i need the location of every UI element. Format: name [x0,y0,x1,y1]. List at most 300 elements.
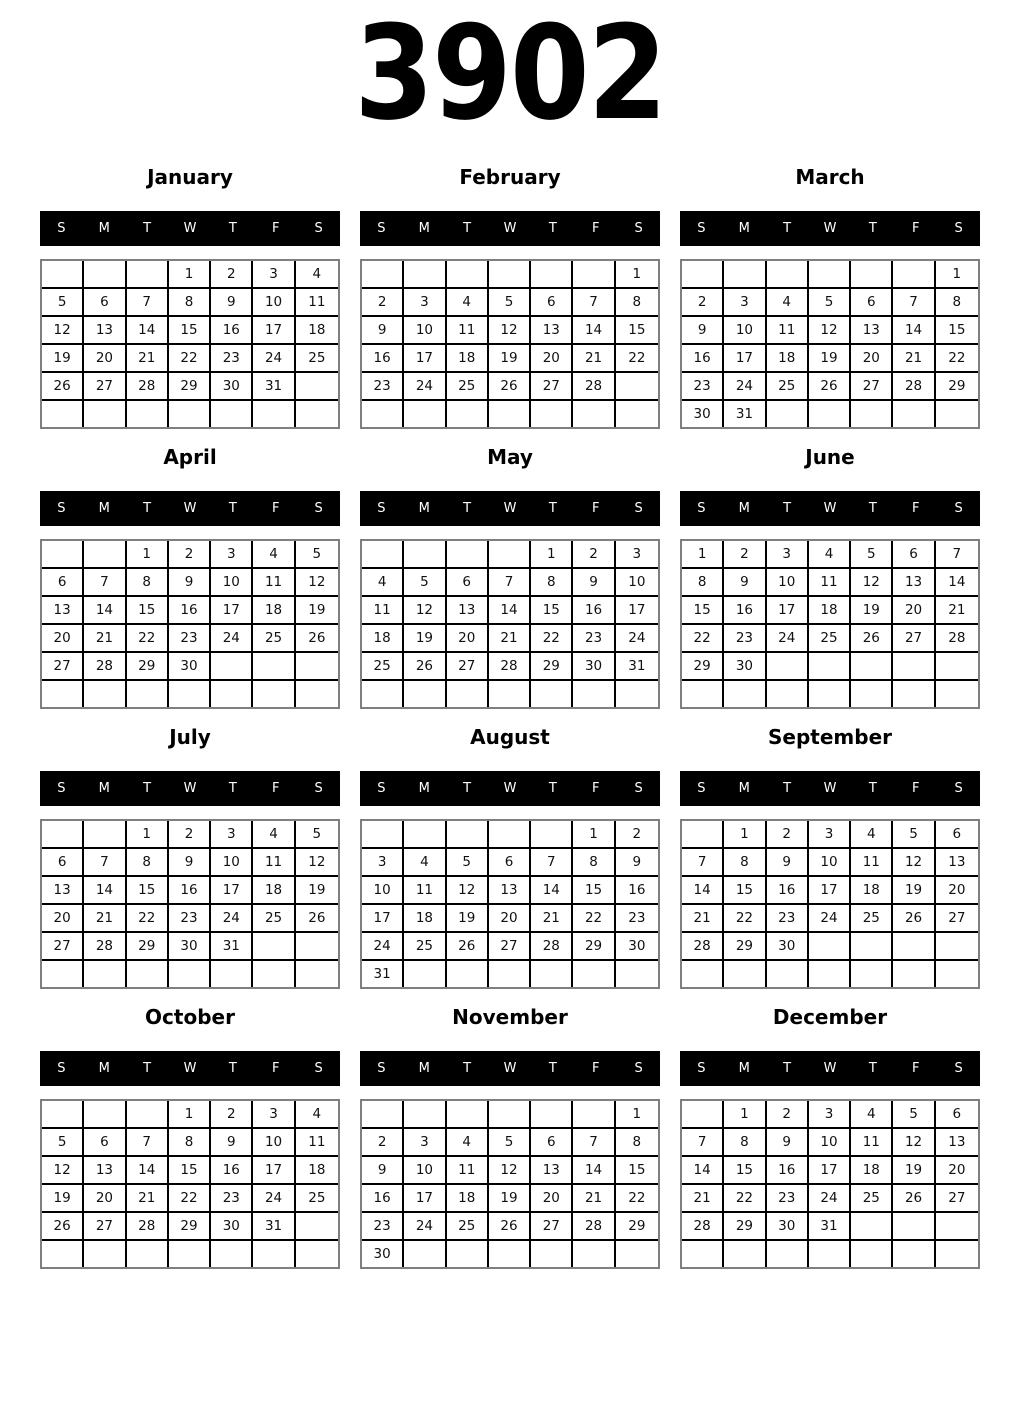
empty-day-cell [211,653,253,681]
empty-day-cell [296,373,338,401]
day-cell: 16 [362,1185,404,1213]
day-cell: 4 [851,1101,893,1129]
day-cell: 21 [127,1185,169,1213]
empty-day-cell [253,681,295,707]
empty-day-cell [616,681,658,707]
day-cell: 2 [169,821,211,849]
day-cell: 22 [169,345,211,373]
weekday-label: S [377,1061,386,1076]
day-cell: 11 [296,1129,338,1157]
day-cell: 5 [447,849,489,877]
empty-day-cell [42,1101,84,1129]
day-cell: 9 [724,569,766,597]
weekday-label: S [954,781,963,796]
day-cell: 19 [489,1185,531,1213]
day-cell: 16 [211,1157,253,1185]
day-cell: 24 [211,905,253,933]
day-cell: 6 [84,1129,126,1157]
day-cell: 16 [616,877,658,905]
empty-day-cell [447,261,489,289]
day-cell: 24 [809,1185,851,1213]
day-cell: 9 [362,317,404,345]
day-cell: 6 [489,849,531,877]
weekday-label: W [823,501,837,516]
empty-day-cell [531,261,573,289]
empty-day-cell [447,961,489,987]
empty-day-cell [936,961,978,987]
day-cell: 31 [253,1213,295,1241]
weekday-label: S [954,501,963,516]
day-cell: 24 [362,933,404,961]
empty-day-cell [767,653,809,681]
month-grid [680,539,980,709]
day-cell: 3 [404,1129,446,1157]
empty-day-cell [809,261,851,289]
day-cell: 26 [489,373,531,401]
day-cell: 30 [767,933,809,961]
empty-day-cell [404,401,446,427]
day-cell: 2 [724,541,766,569]
empty-day-cell [169,1241,211,1267]
day-cell: 27 [84,1213,126,1241]
empty-day-cell [531,1241,573,1267]
empty-day-cell [893,1213,935,1241]
day-cell: 21 [84,625,126,653]
weekday-label: F [911,1061,920,1076]
empty-day-cell [851,653,893,681]
day-cell: 16 [682,345,724,373]
day-cell: 15 [169,1157,211,1185]
day-cell: 4 [253,541,295,569]
empty-day-cell [296,1213,338,1241]
weekday-label: F [271,501,280,516]
day-cell: 19 [42,1185,84,1213]
weekday-label: M [418,501,430,516]
weekday-label: S [634,501,643,516]
empty-day-cell [893,401,935,427]
day-cell: 12 [809,317,851,345]
weekday-header [40,771,340,806]
empty-day-cell [573,961,615,987]
empty-day-cell [893,961,935,987]
day-cell: 12 [447,877,489,905]
day-cell: 27 [531,1213,573,1241]
day-cell: 31 [616,653,658,681]
day-cell: 16 [362,345,404,373]
day-cell: 11 [447,317,489,345]
day-cell: 27 [936,1185,978,1213]
day-cell: 15 [616,317,658,345]
day-cell: 27 [42,933,84,961]
day-cell: 28 [127,1213,169,1241]
empty-day-cell [84,401,126,427]
empty-day-cell [573,681,615,707]
day-cell: 29 [127,653,169,681]
day-cell: 24 [404,373,446,401]
day-cell: 7 [84,849,126,877]
empty-day-cell [253,961,295,987]
empty-day-cell [489,681,531,707]
empty-day-cell [404,1101,446,1129]
weekday-label: T [548,221,557,236]
weekday-label: T [463,221,472,236]
month-title: August [470,725,550,749]
weekday-label: T [228,221,237,236]
empty-day-cell [936,681,978,707]
weekday-label: W [823,1061,837,1076]
empty-day-cell [42,401,84,427]
month-grid [40,1099,340,1269]
day-cell: 31 [253,373,295,401]
day-cell: 5 [42,1129,84,1157]
empty-day-cell [447,681,489,707]
day-cell: 5 [893,1101,935,1129]
day-cell: 2 [362,289,404,317]
weekday-label: T [228,501,237,516]
day-cell: 25 [447,373,489,401]
day-cell: 15 [616,1157,658,1185]
day-cell: 29 [724,933,766,961]
day-cell: 20 [531,345,573,373]
day-cell: 23 [767,1185,809,1213]
weekday-label: M [98,1061,110,1076]
day-cell: 3 [404,289,446,317]
day-cell: 9 [616,849,658,877]
weekday-header [680,1051,980,1086]
day-cell: 19 [489,345,531,373]
empty-day-cell [42,681,84,707]
day-cell: 22 [682,625,724,653]
day-cell: 22 [936,345,978,373]
weekday-label: T [228,781,237,796]
day-cell: 31 [211,933,253,961]
weekday-label: S [314,781,323,796]
day-cell: 29 [616,1213,658,1241]
weekday-label: F [911,221,920,236]
day-cell: 13 [893,569,935,597]
weekday-label: S [634,1061,643,1076]
weekday-label: T [783,501,792,516]
day-cell: 11 [296,289,338,317]
day-cell: 9 [362,1157,404,1185]
day-cell: 17 [809,1157,851,1185]
day-cell: 1 [616,1101,658,1129]
day-cell: 13 [936,1129,978,1157]
day-cell: 12 [296,849,338,877]
empty-day-cell [936,401,978,427]
day-cell: 23 [362,373,404,401]
day-cell: 30 [724,653,766,681]
empty-day-cell [404,681,446,707]
weekday-label: S [57,501,66,516]
empty-day-cell [936,1241,978,1267]
month-grid [680,1099,980,1269]
day-cell: 30 [169,653,211,681]
day-cell: 27 [489,933,531,961]
day-cell: 26 [296,905,338,933]
day-cell: 21 [893,345,935,373]
month-grid [40,539,340,709]
day-cell: 26 [489,1213,531,1241]
weekday-label: T [143,1061,152,1076]
day-cell: 30 [767,1213,809,1241]
day-cell: 20 [936,877,978,905]
day-cell: 6 [531,1129,573,1157]
empty-day-cell [404,1241,446,1267]
weekday-label: M [418,781,430,796]
day-cell: 22 [616,1185,658,1213]
day-cell: 25 [404,933,446,961]
weekday-label: S [954,221,963,236]
month-block [680,164,980,429]
weekday-label: T [868,781,877,796]
day-cell: 7 [573,1129,615,1157]
day-cell: 18 [253,877,295,905]
empty-day-cell [767,961,809,987]
empty-day-cell [362,821,404,849]
empty-day-cell [211,401,253,427]
weekday-label: T [548,501,557,516]
day-cell: 19 [893,877,935,905]
month-title: July [169,725,211,749]
weekday-label: S [314,1061,323,1076]
weekday-label: M [418,221,430,236]
weekday-label: S [634,221,643,236]
day-cell: 25 [767,373,809,401]
day-cell: 26 [404,653,446,681]
weekday-label: F [591,1061,600,1076]
weekday-label: M [738,1061,750,1076]
empty-day-cell [851,681,893,707]
day-cell: 23 [682,373,724,401]
empty-day-cell [362,401,404,427]
day-cell: 3 [211,821,253,849]
day-cell: 26 [893,1185,935,1213]
day-cell: 20 [531,1185,573,1213]
day-cell: 9 [573,569,615,597]
weekday-label: F [591,221,600,236]
month-title: October [145,1005,235,1029]
day-cell: 2 [211,261,253,289]
empty-day-cell [211,961,253,987]
day-cell: 20 [42,625,84,653]
day-cell: 19 [404,625,446,653]
empty-day-cell [767,401,809,427]
day-cell: 11 [362,597,404,625]
day-cell: 1 [682,541,724,569]
day-cell: 11 [253,849,295,877]
month-grid [680,819,980,989]
empty-day-cell [404,541,446,569]
day-cell: 9 [169,849,211,877]
empty-day-cell [362,681,404,707]
empty-day-cell [127,1241,169,1267]
month-grid [680,259,980,429]
day-cell: 6 [936,821,978,849]
day-cell: 16 [767,877,809,905]
weekday-label: M [738,781,750,796]
day-cell: 21 [127,345,169,373]
day-cell: 17 [724,345,766,373]
weekday-label: T [783,781,792,796]
day-cell: 13 [489,877,531,905]
day-cell: 30 [573,653,615,681]
day-cell: 10 [253,289,295,317]
day-cell: 13 [531,1157,573,1185]
day-cell: 8 [724,1129,766,1157]
day-cell: 8 [531,569,573,597]
day-cell: 3 [253,1101,295,1129]
day-cell: 29 [169,1213,211,1241]
weekday-label: S [57,1061,66,1076]
empty-day-cell [296,933,338,961]
day-cell: 4 [809,541,851,569]
day-cell: 23 [767,905,809,933]
day-cell: 14 [893,317,935,345]
day-cell: 10 [809,849,851,877]
weekday-label: T [463,501,472,516]
empty-day-cell [447,1241,489,1267]
empty-day-cell [296,401,338,427]
weekday-label: T [228,1061,237,1076]
year-title: 3902 [354,0,666,149]
day-cell: 5 [404,569,446,597]
empty-day-cell [531,1101,573,1129]
day-cell: 1 [531,541,573,569]
day-cell: 11 [851,849,893,877]
month-block [680,444,980,709]
day-cell: 24 [767,625,809,653]
day-cell: 26 [296,625,338,653]
empty-day-cell [84,1241,126,1267]
empty-day-cell [489,261,531,289]
weekday-label: S [377,781,386,796]
empty-day-cell [531,961,573,987]
day-cell: 16 [767,1157,809,1185]
day-cell: 5 [489,289,531,317]
day-cell: 8 [127,849,169,877]
empty-day-cell [682,1101,724,1129]
day-cell: 26 [893,905,935,933]
day-cell: 10 [616,569,658,597]
day-cell: 11 [809,569,851,597]
day-cell: 16 [169,597,211,625]
empty-day-cell [42,541,84,569]
empty-day-cell [127,681,169,707]
day-cell: 8 [616,289,658,317]
month-block [680,1004,980,1269]
day-cell: 1 [573,821,615,849]
empty-day-cell [893,933,935,961]
day-cell: 14 [682,1157,724,1185]
day-cell: 19 [42,345,84,373]
empty-day-cell [936,1213,978,1241]
empty-day-cell [809,653,851,681]
month-block [360,1004,660,1269]
weekday-label: S [377,221,386,236]
day-cell: 28 [489,653,531,681]
day-cell: 23 [616,905,658,933]
day-cell: 18 [253,597,295,625]
day-cell: 14 [682,877,724,905]
day-cell: 26 [447,933,489,961]
day-cell: 13 [531,317,573,345]
day-cell: 19 [447,905,489,933]
day-cell: 13 [84,1157,126,1185]
month-title: November [452,1005,568,1029]
day-cell: 28 [573,373,615,401]
weekday-label: M [418,1061,430,1076]
day-cell: 13 [42,597,84,625]
day-cell: 23 [169,625,211,653]
empty-day-cell [616,373,658,401]
empty-day-cell [682,961,724,987]
empty-day-cell [211,681,253,707]
day-cell: 8 [682,569,724,597]
day-cell: 30 [362,1241,404,1267]
empty-day-cell [809,961,851,987]
weekday-label: F [591,781,600,796]
empty-day-cell [362,1101,404,1129]
day-cell: 24 [809,905,851,933]
day-cell: 22 [616,345,658,373]
day-cell: 15 [682,597,724,625]
day-cell: 24 [253,345,295,373]
day-cell: 27 [531,373,573,401]
day-cell: 21 [573,1185,615,1213]
day-cell: 15 [531,597,573,625]
day-cell: 20 [489,905,531,933]
day-cell: 20 [447,625,489,653]
day-cell: 17 [211,877,253,905]
empty-day-cell [169,961,211,987]
day-cell: 18 [296,317,338,345]
empty-day-cell [573,1241,615,1267]
day-cell: 22 [169,1185,211,1213]
weekday-header [680,491,980,526]
empty-day-cell [253,933,295,961]
day-cell: 8 [169,1129,211,1157]
empty-day-cell [682,261,724,289]
day-cell: 20 [851,345,893,373]
day-cell: 12 [893,1129,935,1157]
empty-day-cell [362,261,404,289]
day-cell: 2 [169,541,211,569]
weekday-label: S [954,1061,963,1076]
empty-day-cell [169,401,211,427]
day-cell: 28 [682,1213,724,1241]
day-cell: 10 [211,569,253,597]
day-cell: 19 [893,1157,935,1185]
weekday-label: T [548,1061,557,1076]
day-cell: 2 [616,821,658,849]
day-cell: 14 [936,569,978,597]
day-cell: 2 [682,289,724,317]
day-cell: 3 [362,849,404,877]
day-cell: 15 [169,317,211,345]
weekday-header [680,211,980,246]
day-cell: 1 [127,541,169,569]
empty-day-cell [169,681,211,707]
day-cell: 17 [809,877,851,905]
empty-day-cell [531,681,573,707]
empty-day-cell [447,401,489,427]
day-cell: 29 [127,933,169,961]
day-cell: 13 [42,877,84,905]
day-cell: 31 [809,1213,851,1241]
empty-day-cell [489,961,531,987]
day-cell: 8 [724,849,766,877]
